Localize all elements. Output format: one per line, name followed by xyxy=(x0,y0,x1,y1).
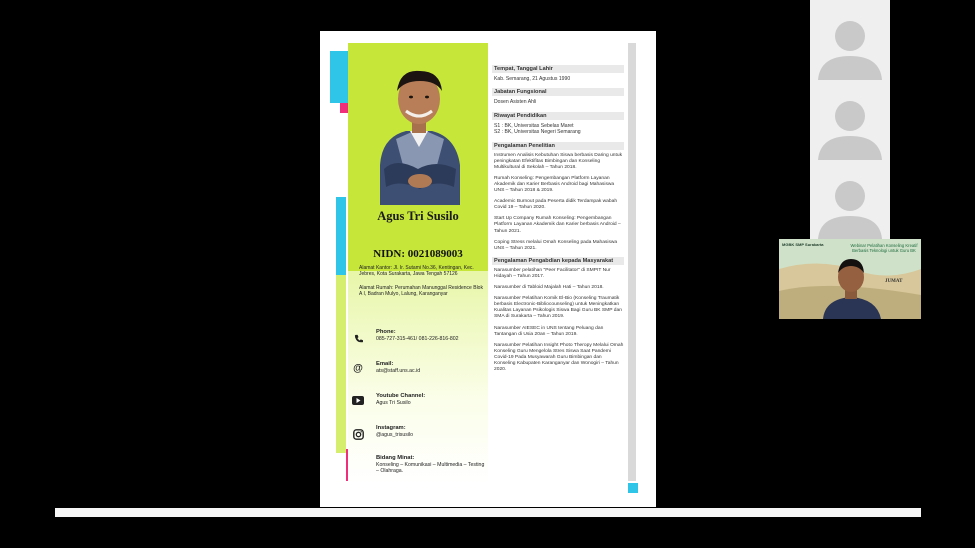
service-entry: Narasumber Pelatihan Insight Photo Theropy Melalui Omah Konseling Guru Mengelola Stres Siswa Saat Pandemi Covid-19 Pada Musyawarah Guru Bimbingan dan Konseling Kabupaten Karanganyar dan Wonogiri – Tahun 2020. xyxy=(494,342,624,373)
participant-tile[interactable] xyxy=(810,0,890,80)
participant-tile[interactable] xyxy=(810,80,890,160)
profile-panel xyxy=(348,43,488,483)
shared-slide xyxy=(320,31,656,507)
research-entry: Start Up Company Rumah Konseling: Pengembangan Platform Layanan Akademik dan Karier berbasis Android – Tahun 2021. xyxy=(494,216,621,234)
phone-icon xyxy=(351,331,365,345)
contact-interests xyxy=(376,455,488,475)
speaker-video-tile[interactable] xyxy=(779,239,921,319)
instagram-icon xyxy=(351,427,365,441)
contact-phone xyxy=(376,329,488,342)
lime-strip-left xyxy=(336,275,346,453)
section-research-title: Pengalaman Penelitian xyxy=(492,142,624,150)
research-entry: Rumah Konseling: Pengembangan Platform Layanan Akademik dan Karier Berbasis Android bagi Mahasiswa UNS – Tahun 2018 & 2019. xyxy=(494,175,615,194)
contact-email xyxy=(376,361,488,374)
contact-interests-value: Konseling – Komunikasi – Multimedia – Testing – Olahraga. xyxy=(376,461,485,475)
gray-strip-right xyxy=(628,43,636,481)
contact-email-label: Email: xyxy=(376,361,394,367)
section-birth-title: Tempat, Tanggal Lahir xyxy=(492,65,624,73)
cv-details xyxy=(492,65,624,378)
section-birth-value: Kab. Semarang, 21 Agustus 1990 xyxy=(494,76,571,82)
education-line: S1 : BK, Universitas Sebelas Maret xyxy=(494,122,574,129)
contact-phone-label: Phone: xyxy=(376,329,396,335)
office-address: Alamat Kantor: Jl. Ir. Sutami No.36, Kentingan, Kec. Jebres, Kota Surakarta, Jawa Tengah 57126 xyxy=(359,265,474,278)
contact-instagram-value: @agus_trisusilo xyxy=(376,431,413,438)
avatar-placeholder-icon xyxy=(810,0,890,80)
section-service-title: Pengalaman Pengabdian kepada Masyarakat xyxy=(492,257,624,265)
cyan-block-bottom-right xyxy=(628,483,638,493)
research-entry: Coping Stress melalui Omah Konseling pada Mahasiswa UNS – Tahun 2021. xyxy=(494,239,618,251)
contact-youtube-value: Agus Tri Susilo xyxy=(376,399,411,406)
profile-photo xyxy=(366,57,472,205)
bottom-scrollbar[interactable] xyxy=(55,508,921,517)
section-position-title: Jabatan Fungsional xyxy=(492,88,624,96)
research-entry: Instrumen Analisis Kebutuhan Siswa berbasis Daring untuk peningkatan Efektifitas Bimbingan dan Konseling Multikultural di Sekolah – Tahun 2018. xyxy=(494,152,623,170)
section-position-value: Dosen Asisten Ahli xyxy=(494,99,537,106)
profile-name: Agus Tri Susilo xyxy=(377,209,459,223)
contact-email-value: ats@staff.uns.ac.id xyxy=(376,367,421,374)
cyan-block-middle xyxy=(336,197,346,275)
service-entry: Narasumber Pelatihan Komik El-Bio (Konseling Traumatik berbasis Electronic-Bibliocounseling) untuk Meningkatkan Kualitas Layanan Psikologis Siswa Bagi Guru BK SMP dan SMA di Surakarta – Tahun 2019. xyxy=(494,296,622,320)
contact-instagram xyxy=(376,425,488,438)
banner-org: MGBK SMP Surakarta xyxy=(782,242,824,247)
profile-nidn: NIDN: 0021089003 xyxy=(373,248,463,260)
banner-title: Webinar Pelatihan Konseling Kreatif Berbasis Teknologi untuk Guru BK xyxy=(850,243,918,253)
youtube-icon xyxy=(351,393,365,407)
participant-tile[interactable] xyxy=(810,160,890,239)
contact-instagram-label: Instagram: xyxy=(376,425,406,431)
banner-day: JUMAT xyxy=(885,279,903,284)
education-line: S2 : BK, Universitas Negeri Semarang xyxy=(494,129,581,136)
avatar-placeholder-icon xyxy=(810,160,890,239)
service-entry: Narasumber AIESEC in UNS tentang Peluang dan Tantangan di Usia 20an – Tahun 2019. xyxy=(494,325,604,337)
service-entry: Narasumber di Tabloid Majalah Hati – Tahun 2018. xyxy=(494,285,604,291)
section-education-lines xyxy=(492,123,624,136)
section-education-title: Riwayat Pendidikan xyxy=(492,112,624,120)
service-entry: Narasumber pelatihan "Peer Facilitator" di SMPIT Nur Hidayah – Tahun 2017. xyxy=(494,267,611,279)
contact-youtube xyxy=(376,393,488,406)
at-icon: @ xyxy=(353,362,363,374)
contact-interests-label: Bidang Minat: xyxy=(376,455,415,461)
home-address: Alamat Rumah: Perumahan Manunggal Residence Blok A I, Badran Mulyo, Lalung, Karanganyar xyxy=(359,285,483,298)
lime-fade-background xyxy=(348,271,488,483)
contact-youtube-label: Youtube Channel: xyxy=(376,393,426,399)
contact-phone-value: 085-727-315-461/ 081-226-816-802 xyxy=(376,335,459,342)
research-entry: Academic Burnout pada Peserta didik Terdampak wabah Covid 19 – Tahun 2020. xyxy=(494,199,618,211)
avatar-placeholder-icon xyxy=(810,80,890,160)
